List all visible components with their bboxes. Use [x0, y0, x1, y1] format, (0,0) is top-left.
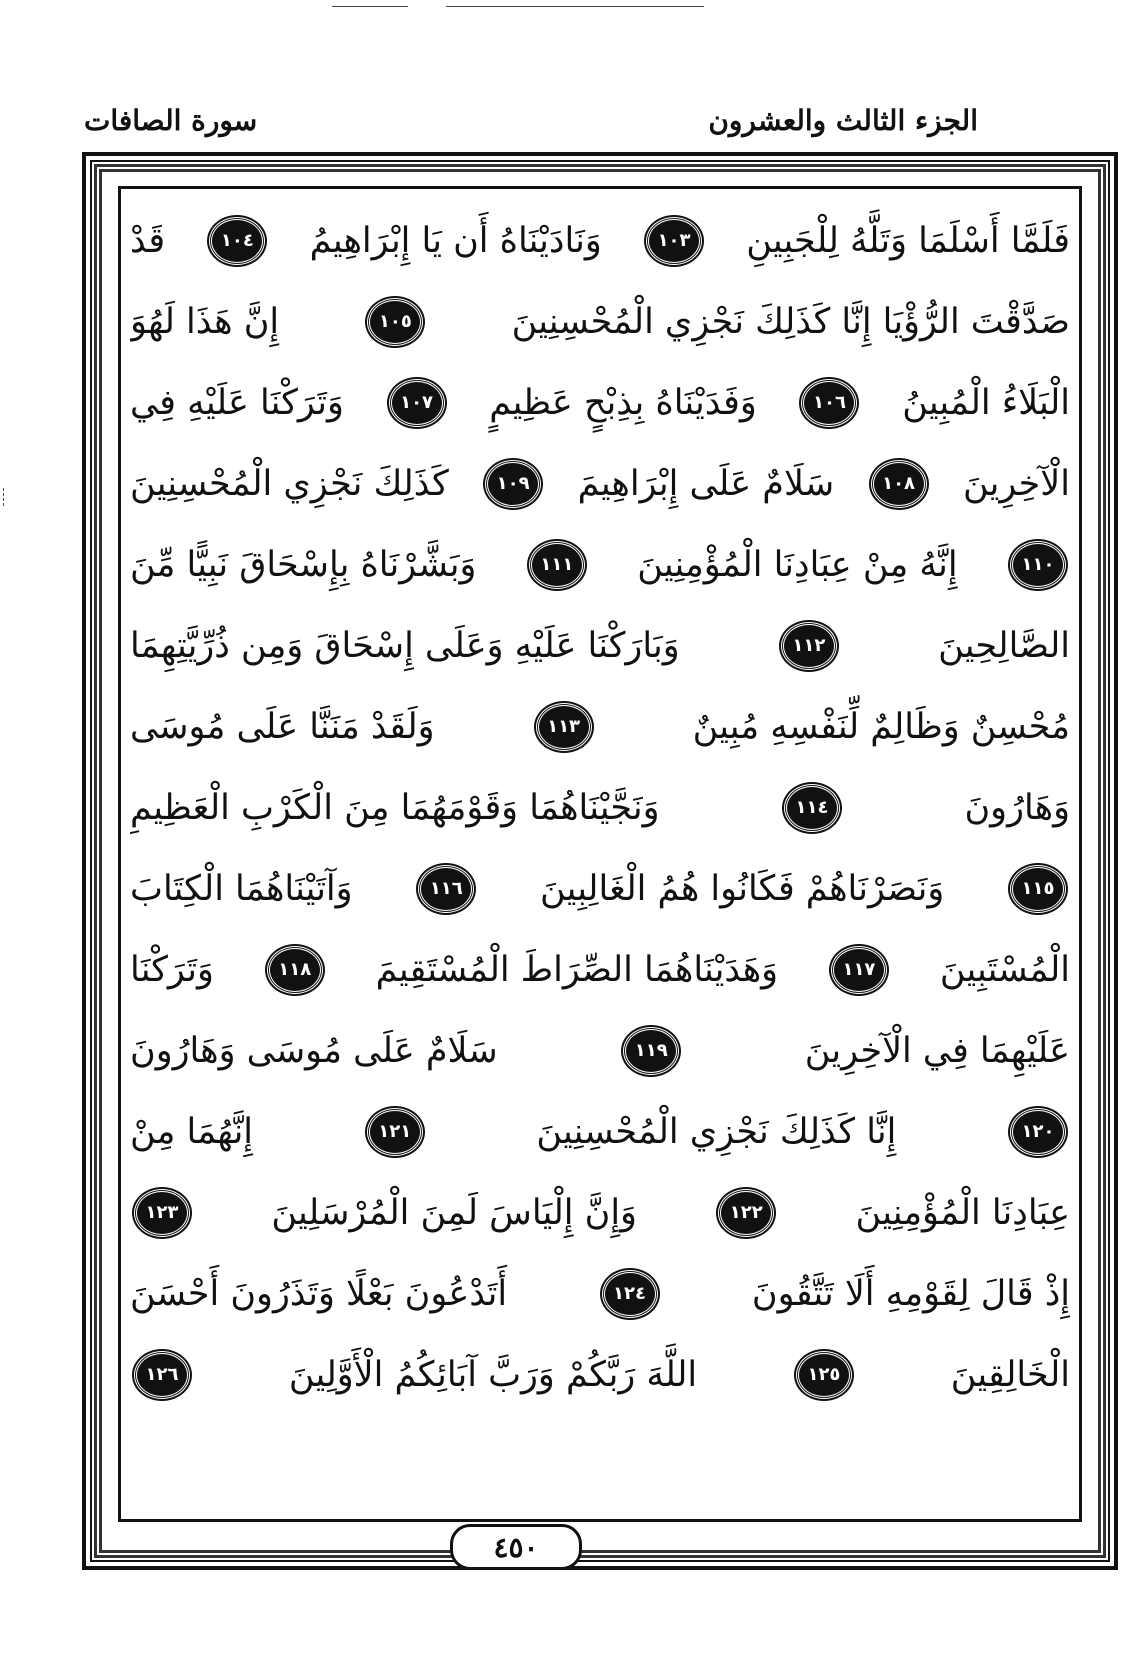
verse-text: وَنَادَيْنَاهُ أَن يَا إِبْرَاهِيمُ: [309, 220, 602, 261]
verse-line: [130, 524, 1070, 605]
verse-text: وَتَرَكْنَا: [130, 949, 214, 990]
verse-text: إِنَّا كَذَلِكَ نَجْزِي الْمُحْسِنِينَ: [536, 1111, 897, 1152]
verse-text: كَذَلِكَ نَجْزِي الْمُحْسِنِينَ: [130, 463, 449, 504]
ayah-number-marker: ١١٦: [418, 865, 474, 913]
ayah-number-marker: ١١٤: [784, 784, 840, 832]
verse-text: وَفَدَيْنَاهُ بِذِبْحٍ عَظِيمٍ: [489, 382, 757, 423]
top-rule-right: [446, 6, 704, 7]
verse-line: [130, 686, 1070, 767]
verse-text: اللَّهَ رَبَّكُمْ وَرَبَّ آبَائِكُمُ الْأَوَّلِينَ: [288, 1354, 698, 1395]
verse-text: إِنَّ هَذَا لَهُوَ: [130, 301, 280, 342]
verse-line: [130, 1172, 1070, 1253]
verse-text: وَلَقَدْ مَنَنَّا عَلَى مُوسَى: [130, 706, 435, 747]
verse-line: [130, 767, 1070, 848]
ayah-number-marker: ١٢٤: [602, 1270, 658, 1318]
verse-text: وَنَجَّيْنَاهُمَا وَقَوْمَهُمَا مِنَ الْكَرْبِ الْعَظِيمِ: [130, 787, 660, 828]
verse-text: وَبَارَكْنَا عَلَيْهِ وَعَلَى إِسْحَاقَ وَمِن ذُرِّيَّتِهِمَا: [130, 625, 680, 666]
ayah-number-marker: ١٢٢: [718, 1189, 774, 1237]
ayah-number-marker: ١١٣: [536, 703, 592, 751]
ayah-number-marker: ١٠٣: [646, 217, 702, 265]
top-rule-left: [332, 6, 408, 7]
verse-text: سَلَامٌ عَلَى مُوسَى وَهَارُونَ: [130, 1030, 498, 1071]
page-number: ٤٥٠: [450, 1524, 582, 1570]
verse-text: مُحْسِنٌ وَظَالِمٌ لِّنَفْسِهِ مُبِينٌ: [692, 706, 1070, 747]
ayah-number-marker: ١٢١: [367, 1108, 423, 1156]
verse-text: الْآخِرِينَ: [962, 463, 1070, 504]
verse-line: [130, 362, 1070, 443]
verse-line: [130, 1010, 1070, 1091]
verse-line: [130, 1253, 1070, 1334]
verse-line: [130, 1334, 1070, 1415]
verse-text: فَلَمَّا أَسْلَمَا وَتَلَّهُ لِلْجَبِينِ: [746, 220, 1070, 261]
verse-line: [130, 605, 1070, 686]
verse-text: وَتَرَكْنَا عَلَيْهِ فِي: [130, 382, 344, 423]
verse-text: وَهَارُونَ: [964, 787, 1070, 828]
ayah-number-marker: ١١٩: [623, 1027, 679, 1075]
ayah-number-marker: ١٢٠: [1010, 1108, 1066, 1156]
verse-text: الصَّالِحِينَ: [938, 625, 1070, 666]
verse-text: عَلَيْهِمَا فِي الْآخِرِينَ: [804, 1030, 1070, 1071]
ayah-number-marker: ١٢٦: [134, 1351, 190, 1399]
ayah-number-marker: ١٠٤: [209, 217, 265, 265]
verse-text: الْخَالِقِينَ: [950, 1354, 1070, 1395]
verse-text: عِبَادِنَا الْمُؤْمِنِينَ: [855, 1192, 1070, 1233]
ayah-number-marker: ١٠٥: [367, 298, 423, 346]
margin-mark: [3, 488, 7, 506]
verse-text: أَتَدْعُونَ بَعْلًا وَتَذَرُونَ أَحْسَنَ: [130, 1273, 508, 1314]
verse-text: إِنَّهُ مِنْ عِبَادِنَا الْمُؤْمِنِينَ: [637, 544, 958, 585]
ayah-number-marker: ١١٨: [267, 946, 323, 994]
verse-line: [130, 848, 1070, 929]
ayah-number-marker: ١٠٧: [389, 379, 445, 427]
ayah-number-marker: ١١٥: [1010, 865, 1066, 913]
verse-text: وَهَدَيْنَاهُمَا الصِّرَاطَ الْمُسْتَقِيمَ: [375, 949, 779, 990]
ayah-number-marker: ١٢٥: [796, 1351, 852, 1399]
verse-text: صَدَّقْتَ الرُّؤْيَا إِنَّا كَذَلِكَ نَجْزِي الْمُحْسِنِينَ: [511, 301, 1070, 342]
ayah-number-marker: ١١٠: [1010, 541, 1066, 589]
ayah-number-marker: ١١٧: [831, 946, 887, 994]
ayah-number-marker: ١١٢: [781, 622, 837, 670]
verse-line: [130, 443, 1070, 524]
verse-text: إِنَّهُمَا مِنْ: [130, 1111, 254, 1152]
ayah-number-marker: ١٠٦: [801, 379, 857, 427]
ayah-number-marker: ١٠٨: [871, 460, 927, 508]
verse-text: وَبَشَّرْنَاهُ بِإِسْحَاقَ نَبِيًّا مِّنَ: [130, 544, 477, 585]
verse-line: [130, 200, 1070, 281]
verse-text: الْبَلَاءُ الْمُبِينُ: [902, 382, 1070, 423]
surah-title: سورة الصافات: [84, 104, 258, 137]
verse-text: الْمُسْتَبِينَ: [939, 949, 1070, 990]
verse-line: [130, 281, 1070, 362]
verse-text: وَإِنَّ إِلْيَاسَ لَمِنَ الْمُرْسَلِينَ: [271, 1192, 637, 1233]
juz-title: الجزء الثالث والعشرون: [708, 104, 978, 137]
verse-text: سَلَامٌ عَلَى إِبْرَاهِيمَ: [577, 463, 835, 504]
verse-line: [130, 1091, 1070, 1172]
verse-line: [130, 929, 1070, 1010]
verse-text: وَآتَيْنَاهُمَا الْكِتَابَ: [130, 868, 353, 909]
ayah-number-marker: ١٠٩: [485, 460, 541, 508]
ayah-number-marker: ١١١: [529, 541, 585, 589]
verse-text-block: [130, 200, 1070, 1510]
verse-text: إِذْ قَالَ لِقَوْمِهِ أَلَا تَتَّقُونَ: [751, 1273, 1070, 1314]
ayah-number-marker: ١٢٣: [134, 1189, 190, 1237]
verse-text: وَنَصَرْنَاهُمْ فَكَانُوا هُمُ الْغَالِبِينَ: [540, 868, 945, 909]
verse-text: قَدْ: [130, 220, 166, 261]
